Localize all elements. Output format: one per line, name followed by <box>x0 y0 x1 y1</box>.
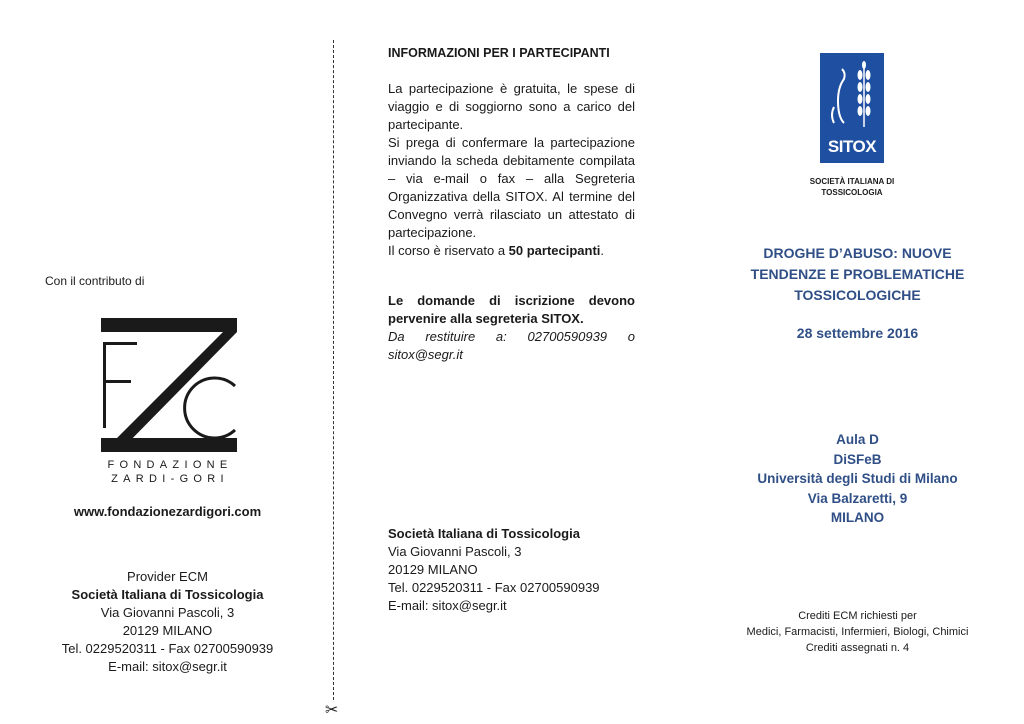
venue-room: Aula D <box>836 432 879 447</box>
sitox-subtitle <box>770 176 934 198</box>
event-title-line2: TENDENZE E PROBLEMATICHE <box>750 266 965 282</box>
limit-suffix: . <box>600 243 605 258</box>
info-body <box>388 80 635 260</box>
provider-phone: Tel. 0229520311 - Fax 02700590939 <box>61 641 274 656</box>
event-title <box>720 243 995 306</box>
provider-org: Società Italiana di Tossicologia <box>71 587 264 602</box>
deadline-notice: Le domande di iscrizione devono pervenire alla segreteria SITOX. <box>388 293 635 326</box>
fzg-logo-text <box>101 458 239 486</box>
organizer-name: Società Italiana di Tossicologia <box>388 526 580 541</box>
provider-city: 20129 MILANO <box>122 623 213 638</box>
fondazione-website-link[interactable]: www.fondazionezardigori.com <box>73 504 262 519</box>
venue-university: Università degli Studi di Milano <box>757 471 958 486</box>
fzg-name-line1: FONDAZIONE <box>107 459 233 471</box>
sitox-logo-text: SITOX <box>827 137 877 156</box>
info-paragraph-limit <box>388 242 635 260</box>
provider-email: E-mail: sitox@segr.it <box>108 659 227 674</box>
info-title: INFORMAZIONI PER I PARTECIPANTI <box>388 46 610 60</box>
credits-line1: Crediti ECM richiesti per <box>798 610 917 622</box>
provider-block <box>0 568 335 676</box>
venue-department: DiSFeB <box>833 451 882 467</box>
deadline-contact: Da restituire a: 02700590939 o sitox@segr.it <box>388 329 635 362</box>
contribution-label: Con il contributo di <box>45 274 145 288</box>
sitox-subtitle-line2: TOSSICOLOGIA <box>821 188 883 197</box>
organizer-email: E-mail: sitox@segr.it <box>388 598 507 613</box>
sitox-subtitle-line1: SOCIETÀ ITALIANA DI <box>809 177 895 186</box>
provider-label: Provider ECM <box>127 569 208 584</box>
event-date: 28 settembre 2016 <box>796 325 919 341</box>
fzg-logo-mark <box>101 318 239 458</box>
event-title-line1: DROGHE D’ABUSO: NUOVE <box>763 245 952 261</box>
organizer-street: Via Giovanni Pascoli, 3 <box>388 544 522 559</box>
event-title-line3: TOSSICOLOGICHE <box>794 287 921 303</box>
organizer-phone: Tel. 0229520311 - Fax 02700590939 <box>388 580 600 595</box>
venue-city: MILANO <box>830 510 885 525</box>
organizer-city: 20129 MILANO <box>388 562 478 577</box>
scissors-icon: ✂ <box>325 702 339 719</box>
venue-block <box>720 430 995 528</box>
limit-prefix: Il corso è riservato a <box>388 243 509 258</box>
info-paragraph-free: La partecipazione è gratuita, le spese di viaggio e di soggiorno sono a carico del partecipante. <box>388 81 635 132</box>
cut-line <box>333 40 334 700</box>
provider-street: Via Giovanni Pascoli, 3 <box>100 605 235 620</box>
ecm-credits <box>720 608 995 656</box>
credits-line2: Medici, Farmacisti, Infermieri, Biologi, Chimici <box>746 626 969 638</box>
info-paragraph-confirm: Si prega di confermare la partecipazione inviando la scheda debitamente compilata – via e-mail o fax – alla Segreteria Organizzativa della SITOX. Al termine del Convegno verrà rilasciato un attestato di partecipazione. <box>388 135 635 240</box>
limit-count: 50 partecipanti <box>508 243 601 258</box>
credits-line3: Crediti assegnati n. 4 <box>805 642 910 654</box>
venue-street: Via Balzaretti, 9 <box>807 490 908 506</box>
organizer-address <box>388 525 635 615</box>
deadline-block <box>388 292 635 364</box>
sitox-logo <box>820 53 884 163</box>
fzg-name-line2: ZARDI-GORI <box>111 473 229 485</box>
